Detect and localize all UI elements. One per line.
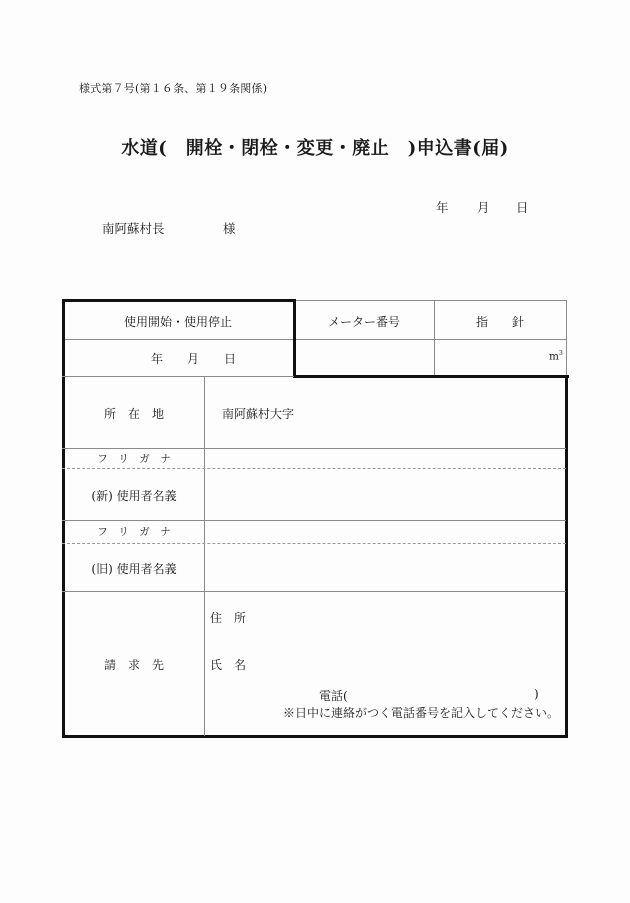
table-border-right-top	[566, 300, 567, 376]
row-divider	[62, 448, 566, 449]
meter-number-field[interactable]	[296, 341, 432, 374]
page-title: 水道( 開栓・閉栓・変更・廃止 )申込書(届)	[121, 138, 509, 159]
thick-border	[565, 375, 568, 738]
cubic-meter-unit: $m^3$	[549, 350, 563, 363]
submission-year-label: 年	[436, 200, 449, 215]
dashed-divider	[62, 468, 566, 469]
usage-month-label: 月	[187, 352, 200, 366]
thick-border	[62, 299, 296, 302]
billing-address-field[interactable]	[240, 600, 562, 630]
honorific: 様	[223, 221, 236, 236]
submission-day-label: 日	[516, 200, 529, 215]
furigana-new-label: フ リ ガ ナ	[97, 453, 171, 465]
row-divider	[62, 376, 294, 377]
table-border-top	[294, 300, 566, 301]
phone-close-paren: )	[534, 687, 539, 701]
billing-name-label: 氏 名	[210, 658, 247, 672]
old-user-name-field[interactable]	[206, 545, 564, 590]
usage-day-label: 日	[224, 352, 237, 366]
meter-reading-header: 指 針	[475, 315, 524, 329]
thick-border	[62, 735, 568, 738]
row-divider	[62, 339, 566, 340]
phone-label: 電話(	[319, 689, 348, 703]
row-divider	[62, 520, 566, 521]
phone-note: ※日中に連絡がつく電話番号を記入してください。	[283, 706, 560, 720]
submission-month-label: 月	[477, 200, 490, 215]
column-divider	[204, 376, 205, 736]
location-label: 所 在 地	[103, 407, 164, 421]
phone-field[interactable]	[355, 684, 525, 702]
billing-address-label: 住 所	[210, 611, 247, 625]
billing-name-field[interactable]	[240, 647, 562, 677]
thick-border	[293, 375, 569, 378]
meter-reading-field[interactable]	[436, 341, 564, 374]
new-user-name-label: (新) 使用者名義	[91, 489, 177, 503]
meter-number-header: メーター番号	[327, 315, 400, 329]
furigana-new-field[interactable]	[206, 450, 564, 467]
old-user-name-label: (旧) 使用者名義	[91, 562, 177, 576]
dashed-divider	[62, 543, 566, 544]
row-divider	[62, 591, 566, 592]
usage-year-label: 年	[151, 352, 164, 366]
furigana-old-field[interactable]	[206, 522, 564, 542]
column-divider	[434, 300, 435, 376]
addressee: 南阿蘇村長	[102, 221, 165, 236]
billing-label: 請 求 先	[103, 658, 164, 672]
form-reference: 様式第７号(第１６条、第１９条関係)	[79, 82, 268, 95]
new-user-name-field[interactable]	[206, 470, 564, 519]
furigana-old-label: フ リ ガ ナ	[97, 526, 171, 538]
location-field[interactable]: 南阿蘇村大字	[222, 407, 295, 421]
usage-start-stop-header: 使用開始・使用停止	[123, 315, 232, 329]
